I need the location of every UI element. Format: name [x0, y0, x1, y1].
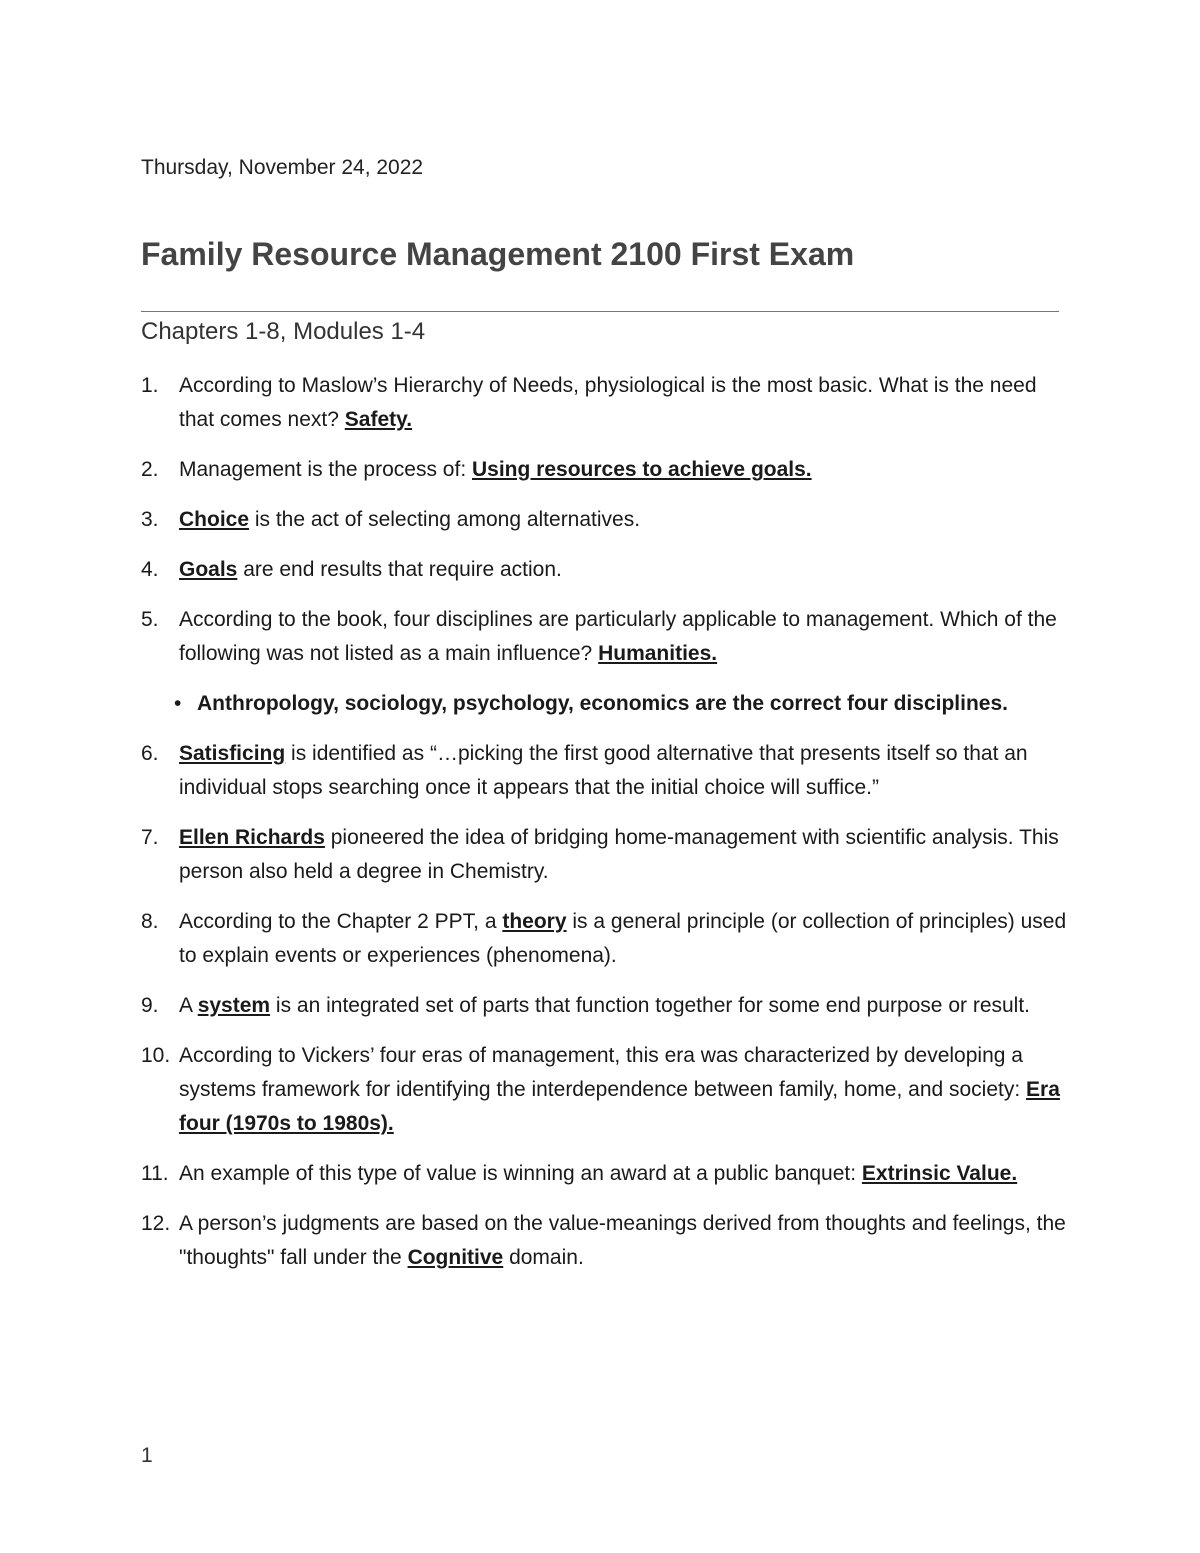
bullet-icon: •: [174, 692, 182, 715]
question-text: An example of this type of value is winning an award at a public banquet:: [179, 1162, 862, 1185]
question-item: [141, 1157, 1071, 1191]
question-number: 10.: [141, 1044, 171, 1067]
page-title: Family Resource Management 2100 First Exam: [141, 236, 855, 272]
answer-text: Cognitive: [407, 1246, 504, 1269]
question-item: [141, 1039, 1071, 1141]
question-item: [141, 737, 1071, 805]
question-item: [141, 905, 1071, 973]
answer-text: Satisficing: [179, 742, 286, 765]
question-number: 12.: [141, 1212, 171, 1235]
answer-text: Ellen Richards: [179, 826, 325, 849]
date-line: Thursday, November 24, 2022: [141, 156, 424, 179]
question-number: 7.: [141, 826, 159, 849]
question-number: 4.: [141, 558, 159, 581]
answer-text: Extrinsic Value.: [861, 1162, 1018, 1185]
question-item: [141, 821, 1071, 889]
question-text-tail: domain.: [503, 1246, 584, 1269]
question-text: A: [179, 994, 198, 1017]
section-subtitle: Chapters 1-8, Modules 1-4: [141, 318, 426, 345]
question-text: Management is the process of:: [179, 458, 472, 481]
question-number: 2.: [141, 458, 159, 481]
question-item: [141, 603, 1071, 671]
question-text: A person’s judgments are based on the value-meanings derived from thoughts and feelings, the "thoughts" fall under the: [179, 1212, 1066, 1269]
question-text-tail: is a general principle (or collection of principles) used to explain events or experiences (phenomena).: [179, 910, 1067, 967]
question-item: [141, 989, 1071, 1023]
title-divider: [141, 311, 1059, 312]
question-list: [141, 369, 1071, 1291]
question-number: 5.: [141, 608, 159, 631]
bullet-note: [141, 687, 1071, 721]
question-text: According to Vickers’ four eras of management, this era was characterized by developing a systems framework for identifying the interdependence between family, home, and society:: [179, 1044, 1027, 1101]
question-item: [141, 503, 1071, 537]
page-number: 1: [141, 1444, 153, 1467]
question-text-tail: is an integrated set of parts that function together for some end purpose or result.: [270, 994, 1031, 1017]
question-item: [141, 553, 1071, 587]
answer-text: Using resources to achieve goals.: [472, 458, 812, 481]
question-text-tail: are end results that require action.: [237, 558, 562, 581]
question-text-tail: is identified as “…picking the first good alternative that presents itself so that an individual stops searching once it appears that the initial choice will suffice.”: [179, 742, 1028, 799]
question-number: 1.: [141, 374, 159, 397]
bullet-text: Anthropology, sociology, psychology, economics are the correct four disciplines.: [197, 692, 1008, 715]
answer-text: Safety.: [344, 408, 413, 431]
question-number: 3.: [141, 508, 159, 531]
question-text-tail: is the act of selecting among alternatives.: [249, 508, 641, 531]
question-number: 6.: [141, 742, 159, 765]
question-item: [141, 453, 1071, 487]
answer-text: system: [197, 994, 271, 1017]
question-text-tail: pioneered the idea of bridging home-management with scientific analysis. This person also held a degree in Chemistry.: [179, 826, 1059, 883]
question-item: [141, 1207, 1071, 1275]
question-text: According to the book, four disciplines are particularly applicable to management. Which of the following was not listed as a main influence?: [179, 608, 1057, 665]
answer-text: theory: [502, 910, 567, 933]
answer-text: Era four (1970s to 1980s).: [179, 1078, 1060, 1135]
question-item: [141, 369, 1071, 437]
question-number: 9.: [141, 994, 159, 1017]
question-number: 11.: [141, 1162, 169, 1185]
question-number: 8.: [141, 910, 159, 933]
answer-text: Humanities.: [598, 642, 718, 665]
answer-text: Choice: [179, 508, 250, 531]
question-text: According to Maslow’s Hierarchy of Needs, physiological is the most basic. What is the need that comes next?: [179, 374, 1037, 431]
answer-text: Goals: [179, 558, 238, 581]
question-text: According to the Chapter 2 PPT, a: [179, 910, 503, 933]
